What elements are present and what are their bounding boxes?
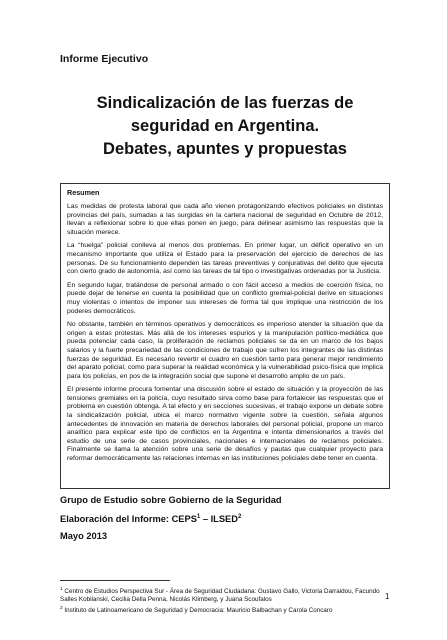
title-line-1: Sindicalización de las fuerzas de (96, 94, 354, 112)
footnote-2 (60, 605, 390, 615)
footnote-1-number: 1 (60, 587, 63, 592)
footnote-2-text: Instituto de Latinoamericano de Seguridad y Democracia: Mauricio Balbachan y Carola Concaro (62, 606, 333, 614)
title-line-3: Debates, apuntes y propuestas (103, 140, 347, 158)
abstract-paragraph-4: No obstante, también en términos operativos y democráticos es imperioso atender la situación que da origen a estas protestas. Más allá de los intereses espurios y la manipulación político-mediática que pueda potenciar cada caso, la proliferación de reclamos policiales se da en un marco de los bajos salarios y la fuerte precariedad de las condiciones de trabajo que sufren los integrantes de las distintas fuerzas de seguridad. Es necesario revertir el cuadro en cuestión tanto para generar mejor rendimiento del aparato policial, como para superar la realidad económica y la vulnerabilidad psico-física que implica para los policías, en pos de la integración social que supone el desarrollo amplio de un país. (67, 321, 383, 380)
elaboration-prefix: Elaboración del Informe: CEPS (60, 514, 197, 525)
footnote-ref-1[interactable]: 1 (196, 514, 201, 520)
elaboration-line (60, 509, 282, 528)
abstract-box (60, 183, 390, 489)
abstract-paragraph-5: El presente informe procura fomentar una discusión sobre el estado de situación y la proyección de las tensiones gremiales en la policía, cuyo resultado sirva como base para fortalecer las respuestas que el problema en cuestión obtenga. A tal efecto y en secciones sucesivas, el trabajo expone un debate sobre la sindicalización policial, ubica el marco normativo vigente sobre la cuestión, señala algunos antecedentes de innovación en materia de derechos laborales del personal policial, propone un marco analítico para explicar este tipo de conflictos en la Argentina e intenta dimensionarlos a través del estudio de una serie de casos provinciales, nacionales e internacionales de reclamos policiales. Finalmente se llama la atención sobre una serie de desafíos y pautas que cualquier proyecto para reformar democráticamente las relaciones internas en las instituciones policiales debe tener en cuenta. (67, 386, 383, 463)
abstract-heading: Resumen (67, 188, 100, 197)
publication-date: Mayo 2013 (60, 531, 108, 542)
title-line-2: seguridad en Argentina. (130, 117, 320, 135)
credits-block (60, 492, 282, 545)
footnote-1 (60, 586, 390, 605)
footnote-2-number: 2 (60, 605, 63, 611)
document-title (60, 92, 390, 161)
abstract-paragraph-1: Las medidas de protesta laboral que cada año vienen protagonizando efectivos policiales en distintas provincias del país, sumadas a las surgidas en la cartera nacional de seguridad en Octubre de 2012, llevan a reflexionar sobre lo que ellas ponen en juego, para delinear asimismo las respuestas que la situación merece. (67, 203, 383, 236)
footnotes (60, 586, 390, 615)
study-group-name: Grupo de Estudio sobre Gobierno de la Seguridad (60, 495, 282, 505)
elaboration-mid: – ILSED (200, 514, 238, 525)
footnote-1-text: Centro de Estudios Perspectiva Sur - Área de Seguridad Ciudadana: Gustavo Gallo, Victoria Darraidou, Facundo Salles Kobilanski, Cecilia Della Penna, Nicolás Klimberg, y Juana Scoufalos (60, 588, 380, 604)
abstract-paragraph-2: La “huelga” policial conlleva al menos dos problemas. En primer lugar, un déficit operativo en un mecanismo importante que utiliza el Estado para la preservación del ejercicio de derechos de las personas. De su funcionamiento dependen las tareas preventivas y conjurativas del delito que ejecuta con cierto grado de autonomía, así como las tareas de tal tipo o investigativas ordenadas por la Justicia. (67, 242, 383, 276)
report-type-label: Informe Ejecutivo (60, 53, 149, 65)
footnote-divider (60, 580, 170, 581)
abstract-paragraph-3: En segundo lugar, tratándose de personal armado o con fácil acceso a medios de coerción física, no puede dejar de tenerse en cuenta la posibilidad que un conflicto gremial-policial derive en situaciones muy violentas o intentos de imponer sus intereses de forma tal que implique una restricción de los poderes democráticos. (67, 281, 383, 315)
page-number: 1 (385, 592, 390, 601)
footnote-ref-2[interactable]: 2 (237, 514, 242, 520)
